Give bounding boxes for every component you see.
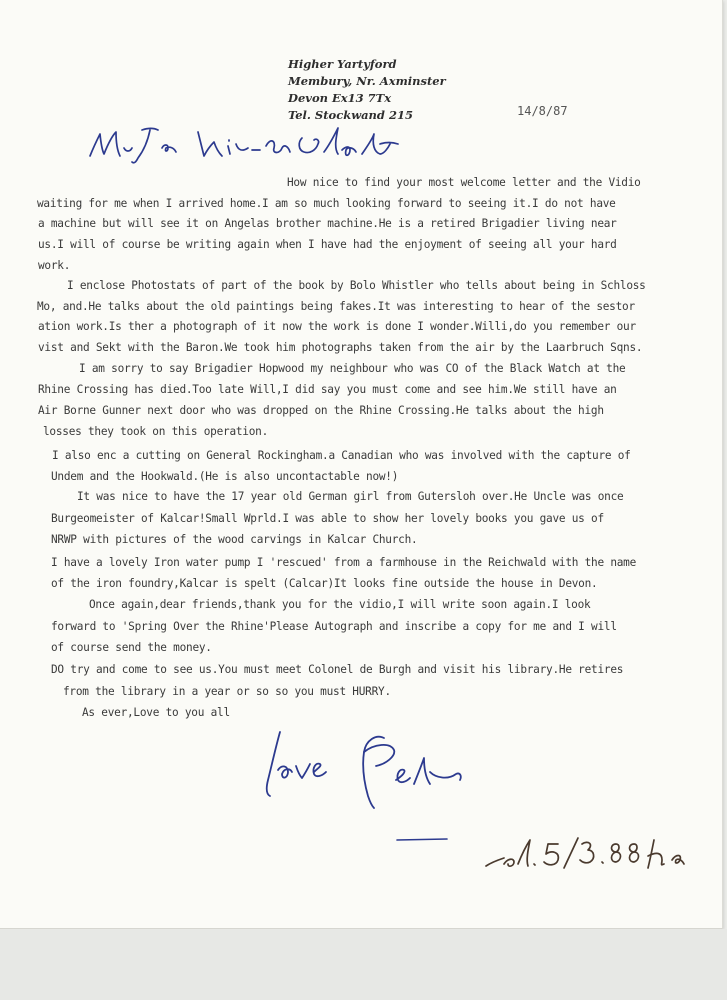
letterhead-line-3: Devon Ex13 7Tx: [288, 91, 392, 105]
scan-background: [0, 929, 727, 1000]
body-line: of the iron foundry,Kalcar is spelt (Calcar)It looks fine outside the house in Devon.: [51, 577, 598, 590]
body-line: of course send the money.: [51, 641, 212, 654]
body-line: Mo, and.He talks about the old paintings being fakes.It was interesting to hear of the sestor: [37, 300, 635, 313]
body-line: work.: [38, 259, 71, 272]
annotation-text: ed. 5/3.88 Ha: [482, 873, 493, 875]
handwritten-salutation: [84, 118, 414, 170]
letterhead-line-2: Membury, Nr. Axminster: [288, 74, 446, 88]
body-line: from the library in a year or so so you must HURRY.: [63, 685, 391, 698]
body-line: a machine but will see it on Angelas brother machine.He is a retired Brigadier living near: [38, 217, 617, 230]
letterhead-line-1: Higher Yartyford: [288, 57, 397, 71]
body-line: Once again,dear friends,thank you for the vidio,I will write soon again.I look: [89, 598, 591, 611]
body-line: I also enc a cutting on General Rockingham.a Canadian who was involved with the capture of: [52, 449, 631, 462]
signature-underline: [395, 836, 451, 844]
body-line: Undem and the Hookwald.(He is also uncontactable now!): [51, 470, 399, 483]
body-line: Air Borne Gunner next door who was dropped on the Rhine Crossing.He talks about the high: [38, 404, 604, 417]
letter-date: 14/8/87: [517, 104, 568, 118]
letterhead-line-4: Tel. Stockwand 215: [288, 108, 413, 122]
body-line: ation work.Is ther a photograph of it now the work is done I wonder.Willi,do you remember our: [38, 320, 636, 333]
handwritten-signature: [258, 724, 473, 814]
body-line: It was nice to have the 17 year old German girl from Gutersloh over.He Uncle was once: [77, 490, 624, 503]
body-line: us.I will of course be writing again when I have had the enjoyment of seeing all your hard: [38, 238, 617, 251]
body-line: NRWP with pictures of the wood carvings in Kalcar Church.: [51, 533, 418, 546]
body-line: How nice to find your most welcome letter and the Vidio: [287, 176, 641, 189]
body-line: I enclose Photostats of part of the book by Bolo Whistler who tells about being in Schloss: [67, 279, 646, 292]
body-line: Burgeomeister of Kalcar!Small Wprld.I was able to show her lovely books you gave us of: [51, 512, 604, 525]
body-line: As ever,Love to you all: [82, 706, 230, 719]
salutation-text: My Dear Willi & Elfriede: [84, 165, 105, 167]
body-line: Rhine Crossing has died.Too late Will,I did say you must come and see him.We still have an: [38, 383, 617, 396]
body-line: I am sorry to say Brigadier Hopwood my neighbour who was CO of the Black Watch at the: [79, 362, 626, 375]
body-line: waiting for me when I arrived home.I am so much looking forward to seeing it.I do not have: [37, 197, 616, 210]
body-line: I have a lovely Iron water pump I 'rescued' from a farmhouse in the Reichwald with the name: [51, 556, 637, 569]
body-line: losses they took on this operation.: [43, 425, 269, 438]
body-line: DO try and come to see us.You must meet Colonel de Burgh and visit his library.He retires: [51, 663, 624, 676]
signature-text: Love Peter: [258, 811, 267, 813]
handwritten-annotation: [482, 834, 692, 876]
body-line: forward to 'Spring Over the Rhine'Please Autograph and inscribe a copy for me and I will: [51, 620, 617, 633]
body-line: vist and Sekt with the Baron.We took him photographs taken from the air by the Laarbruch Sqns.: [38, 341, 643, 354]
